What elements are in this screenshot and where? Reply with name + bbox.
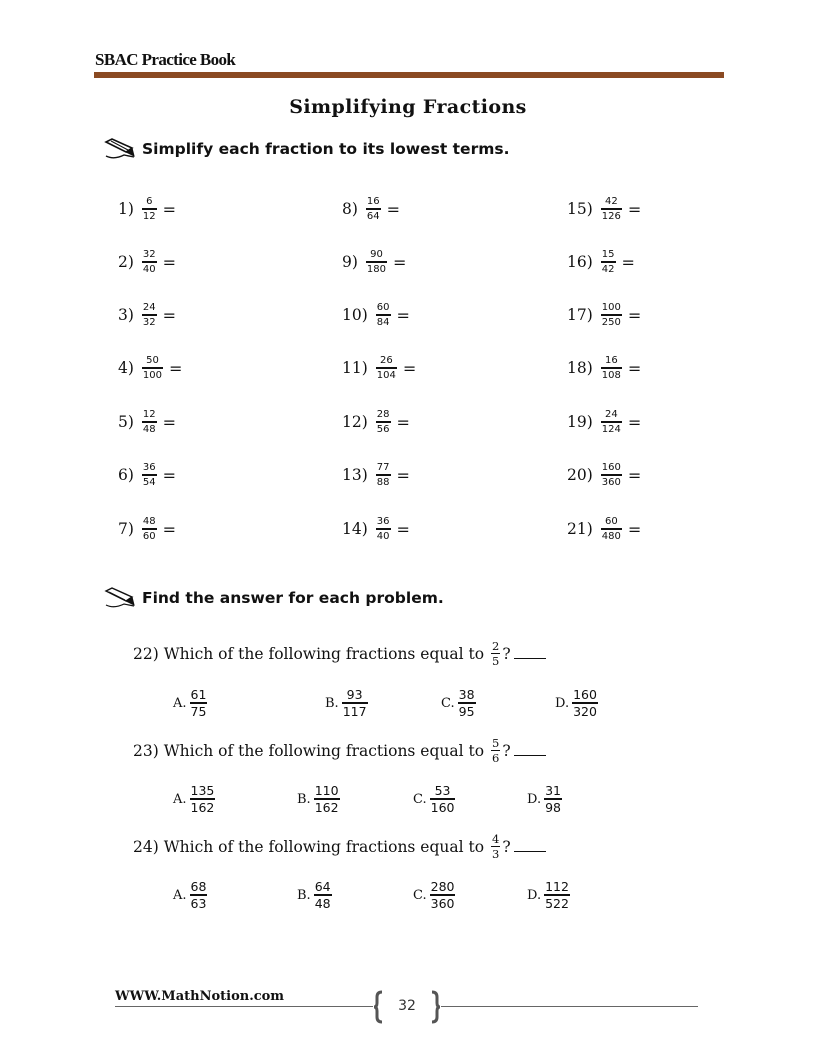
section2-instruction-text: Find the answer for each problem. <box>142 589 444 607</box>
numerator: 53 <box>434 783 451 798</box>
simplify-problem <box>118 355 182 381</box>
problem-number: 4) <box>118 359 134 377</box>
numerator: 38 <box>458 687 475 702</box>
denominator: 40 <box>376 531 390 542</box>
simplify-problem <box>567 302 641 328</box>
problem-number: 6) <box>118 466 134 484</box>
equals-sign: = <box>162 465 177 485</box>
choice-letter: B. <box>297 887 311 903</box>
denominator: 6 <box>492 751 500 765</box>
numerator: 24 <box>604 409 618 420</box>
simplify-problem <box>118 409 176 435</box>
numerator: 12 <box>142 409 156 420</box>
denominator: 162 <box>314 800 339 815</box>
choice-letter: D. <box>555 695 570 711</box>
denominator: 5 <box>492 654 500 668</box>
question-text: Which of the following fractions equal to <box>163 741 485 760</box>
numerator: 50 <box>146 355 159 366</box>
simplify-problem <box>342 355 416 381</box>
numerator: 135 <box>190 783 215 798</box>
denominator: 360 <box>430 896 455 911</box>
numerator: 110 <box>314 783 339 798</box>
choice-fraction <box>430 880 456 910</box>
denominator: 64 <box>366 211 380 222</box>
problem-number: 3) <box>118 306 134 324</box>
denominator: 60 <box>142 531 156 542</box>
choice-letter: B. <box>297 791 311 807</box>
fraction <box>601 409 622 435</box>
choice-letter: A. <box>173 791 187 807</box>
choice-letter: D. <box>527 791 542 807</box>
choice-letter: A. <box>173 695 187 711</box>
problem-number: 15) <box>567 200 593 218</box>
numerator: 4 <box>492 832 500 846</box>
answer-choice[interactable] <box>555 688 600 718</box>
choice-letter: C. <box>413 791 427 807</box>
section2-instruction <box>104 587 444 609</box>
equals-sign: = <box>402 358 417 378</box>
pencil-icon <box>104 587 136 609</box>
equals-sign: = <box>396 519 410 539</box>
problem-number: 9) <box>342 253 358 271</box>
equals-sign: = <box>627 199 642 219</box>
numerator: 6 <box>146 196 153 207</box>
problem-number: 16) <box>567 253 593 271</box>
fraction <box>142 249 157 275</box>
denominator: 480 <box>601 531 621 542</box>
answer-choice[interactable] <box>527 784 564 814</box>
question-23 <box>133 737 546 764</box>
simplify-problem <box>567 516 641 542</box>
simplify-problem <box>342 409 410 435</box>
problem-number: 20) <box>567 466 593 484</box>
denominator: 180 <box>366 264 387 275</box>
question-mark: ? <box>502 741 511 760</box>
denominator: 42 <box>601 264 615 275</box>
answer-choice[interactable] <box>173 880 209 910</box>
fraction <box>376 302 391 328</box>
numerator: 16 <box>604 355 618 366</box>
choice-fraction <box>314 880 332 910</box>
numerator: 160 <box>601 462 621 473</box>
simplify-problem <box>342 302 410 328</box>
section1-instruction <box>104 138 509 160</box>
answer-blank[interactable] <box>514 745 546 756</box>
fraction <box>376 462 391 488</box>
denominator: 100 <box>142 370 163 381</box>
equals-sign: = <box>396 305 410 325</box>
choice-fraction <box>458 688 476 718</box>
denominator: 48 <box>314 896 331 911</box>
fraction <box>142 516 157 542</box>
problem-number: 11) <box>342 359 368 377</box>
choice-letter: C. <box>441 695 455 711</box>
choice-letter: D. <box>527 887 542 903</box>
numerator: 68 <box>190 879 207 894</box>
footer-website: WWW.MathNotion.com <box>115 989 285 1004</box>
answer-choice[interactable] <box>325 688 370 718</box>
equals-sign: = <box>627 465 642 485</box>
denominator: 63 <box>190 896 207 911</box>
numerator: 90 <box>370 249 383 260</box>
choice-fraction <box>430 784 456 814</box>
numerator: 64 <box>314 879 331 894</box>
choice-fraction <box>190 688 208 718</box>
simplify-problem <box>342 196 400 222</box>
denominator: 84 <box>376 317 390 328</box>
question-mark: ? <box>502 644 511 663</box>
numerator: 15 <box>601 249 615 260</box>
answer-choice[interactable] <box>441 688 478 718</box>
denominator: 108 <box>601 370 621 381</box>
equals-sign: = <box>396 465 410 485</box>
target-fraction <box>491 833 500 860</box>
footer-divider-right <box>441 1006 698 1007</box>
numerator: 36 <box>376 516 390 527</box>
equals-sign: = <box>396 412 410 432</box>
denominator: 522 <box>545 896 569 911</box>
fraction <box>376 516 391 542</box>
numerator: 61 <box>190 687 207 702</box>
simplify-problem <box>342 249 406 275</box>
fraction <box>376 409 391 435</box>
choice-fraction <box>190 880 208 910</box>
question-label: 23) <box>133 741 159 760</box>
numerator: 100 <box>601 302 621 313</box>
fraction <box>142 196 157 222</box>
fraction <box>601 516 622 542</box>
simplify-problem <box>118 302 176 328</box>
answer-choice[interactable] <box>173 688 209 718</box>
simplify-problem <box>567 196 641 222</box>
problem-number: 21) <box>567 520 593 538</box>
problem-number: 14) <box>342 520 368 538</box>
denominator: 104 <box>376 370 396 381</box>
numerator: 5 <box>492 736 500 750</box>
fraction <box>142 462 157 488</box>
answer-blank[interactable] <box>514 648 546 659</box>
question-mark: ? <box>502 837 511 856</box>
equals-sign: = <box>162 412 177 432</box>
answer-choice[interactable] <box>173 784 217 814</box>
denominator: 32 <box>142 317 156 328</box>
problem-number: 18) <box>567 359 593 377</box>
equals-sign: = <box>162 199 177 219</box>
fraction <box>601 302 622 328</box>
footer-divider-left <box>115 1006 373 1007</box>
fraction <box>142 355 163 381</box>
choice-fraction <box>544 784 562 814</box>
fraction <box>142 302 157 328</box>
equals-sign: = <box>162 519 177 539</box>
fraction <box>366 196 381 222</box>
numerator: 42 <box>604 196 618 207</box>
answer-choice[interactable] <box>297 784 342 814</box>
problem-number: 7) <box>118 520 134 538</box>
choice-letter: C. <box>413 887 427 903</box>
equals-sign: = <box>627 519 642 539</box>
equals-sign: = <box>627 358 642 378</box>
numerator: 60 <box>376 302 390 313</box>
page-number: 32 <box>398 998 416 1014</box>
numerator: 16 <box>366 196 380 207</box>
simplify-problem <box>118 196 176 222</box>
fraction <box>601 355 622 381</box>
section1-instruction-text: Simplify each fraction to its lowest terms. <box>142 140 510 158</box>
choice-fraction <box>544 880 570 910</box>
question-22 <box>133 640 546 667</box>
denominator: 360 <box>601 477 621 488</box>
numerator: 2 <box>492 639 500 653</box>
answer-blank[interactable] <box>514 841 546 852</box>
fraction <box>601 249 616 275</box>
answer-choice[interactable] <box>527 880 572 910</box>
simplify-problem <box>567 462 641 488</box>
problem-number: 13) <box>342 466 368 484</box>
choice-letter: B. <box>325 695 339 711</box>
numerator: 26 <box>379 355 393 366</box>
problem-number: 2) <box>118 253 134 271</box>
denominator: 3 <box>492 847 500 861</box>
numerator: 28 <box>376 409 390 420</box>
equals-sign: = <box>627 412 642 432</box>
denominator: 117 <box>342 704 367 719</box>
problem-number: 12) <box>342 413 368 431</box>
denominator: 12 <box>142 211 156 222</box>
numerator: 60 <box>604 516 618 527</box>
equals-sign: = <box>393 252 407 272</box>
numerator: 31 <box>545 783 561 798</box>
denominator: 95 <box>458 704 475 719</box>
problem-number: 1) <box>118 200 134 218</box>
simplify-problem <box>118 516 176 542</box>
choice-fraction <box>190 784 216 814</box>
choice-fraction <box>314 784 340 814</box>
denominator: 48 <box>142 424 156 435</box>
denominator: 98 <box>545 800 561 815</box>
simplify-problem <box>118 462 176 488</box>
fraction <box>601 196 622 222</box>
choice-fraction <box>342 688 368 718</box>
numerator: 77 <box>376 462 390 473</box>
target-fraction <box>491 640 500 667</box>
denominator: 75 <box>190 704 207 719</box>
equals-sign: = <box>621 252 635 272</box>
numerator: 93 <box>346 687 363 702</box>
numerator: 160 <box>573 687 597 702</box>
simplify-problem <box>118 249 176 275</box>
answer-choice[interactable] <box>413 784 457 814</box>
fraction <box>142 409 157 435</box>
denominator: 56 <box>376 424 390 435</box>
denominator: 160 <box>430 800 455 815</box>
equals-sign: = <box>386 199 401 219</box>
simplify-problem <box>342 516 410 542</box>
choice-fraction <box>572 688 598 718</box>
numerator: 280 <box>430 879 455 894</box>
numerator: 36 <box>142 462 156 473</box>
answer-choice[interactable] <box>413 880 457 910</box>
equals-sign: = <box>169 358 183 378</box>
fraction <box>601 462 622 488</box>
simplify-problem <box>342 462 410 488</box>
problem-number: 8) <box>342 200 358 218</box>
question-24 <box>133 833 546 860</box>
equals-sign: = <box>627 305 642 325</box>
simplify-problem <box>567 355 641 381</box>
pencil-icon <box>104 138 136 160</box>
page-title: Simplifying Fractions <box>289 96 527 118</box>
denominator: 250 <box>601 317 621 328</box>
question-label: 22) <box>133 644 159 663</box>
problem-number: 10) <box>342 306 368 324</box>
simplify-problem <box>567 249 635 275</box>
question-text: Which of the following fractions equal to <box>163 644 485 663</box>
equals-sign: = <box>162 305 177 325</box>
equals-sign: = <box>162 252 177 272</box>
numerator: 48 <box>142 516 156 527</box>
problem-number: 5) <box>118 413 134 431</box>
header-divider <box>94 72 724 78</box>
denominator: 320 <box>573 704 597 719</box>
simplify-problem <box>567 409 641 435</box>
question-text: Which of the following fractions equal to <box>163 837 485 856</box>
answer-choice[interactable] <box>297 880 334 910</box>
numerator: 112 <box>545 879 569 894</box>
denominator: 40 <box>142 264 156 275</box>
denominator: 88 <box>376 477 390 488</box>
book-title: SBAC Practice Book <box>95 50 236 69</box>
denominator: 54 <box>142 477 156 488</box>
denominator: 162 <box>190 800 215 815</box>
problem-number: 19) <box>567 413 593 431</box>
fraction <box>366 249 387 275</box>
denominator: 126 <box>601 211 621 222</box>
choice-letter: A. <box>173 887 187 903</box>
numerator: 32 <box>142 249 156 260</box>
numerator: 24 <box>142 302 156 313</box>
fraction <box>376 355 397 381</box>
denominator: 124 <box>601 424 621 435</box>
target-fraction <box>491 737 500 764</box>
question-label: 24) <box>133 837 159 856</box>
problem-number: 17) <box>567 306 593 324</box>
